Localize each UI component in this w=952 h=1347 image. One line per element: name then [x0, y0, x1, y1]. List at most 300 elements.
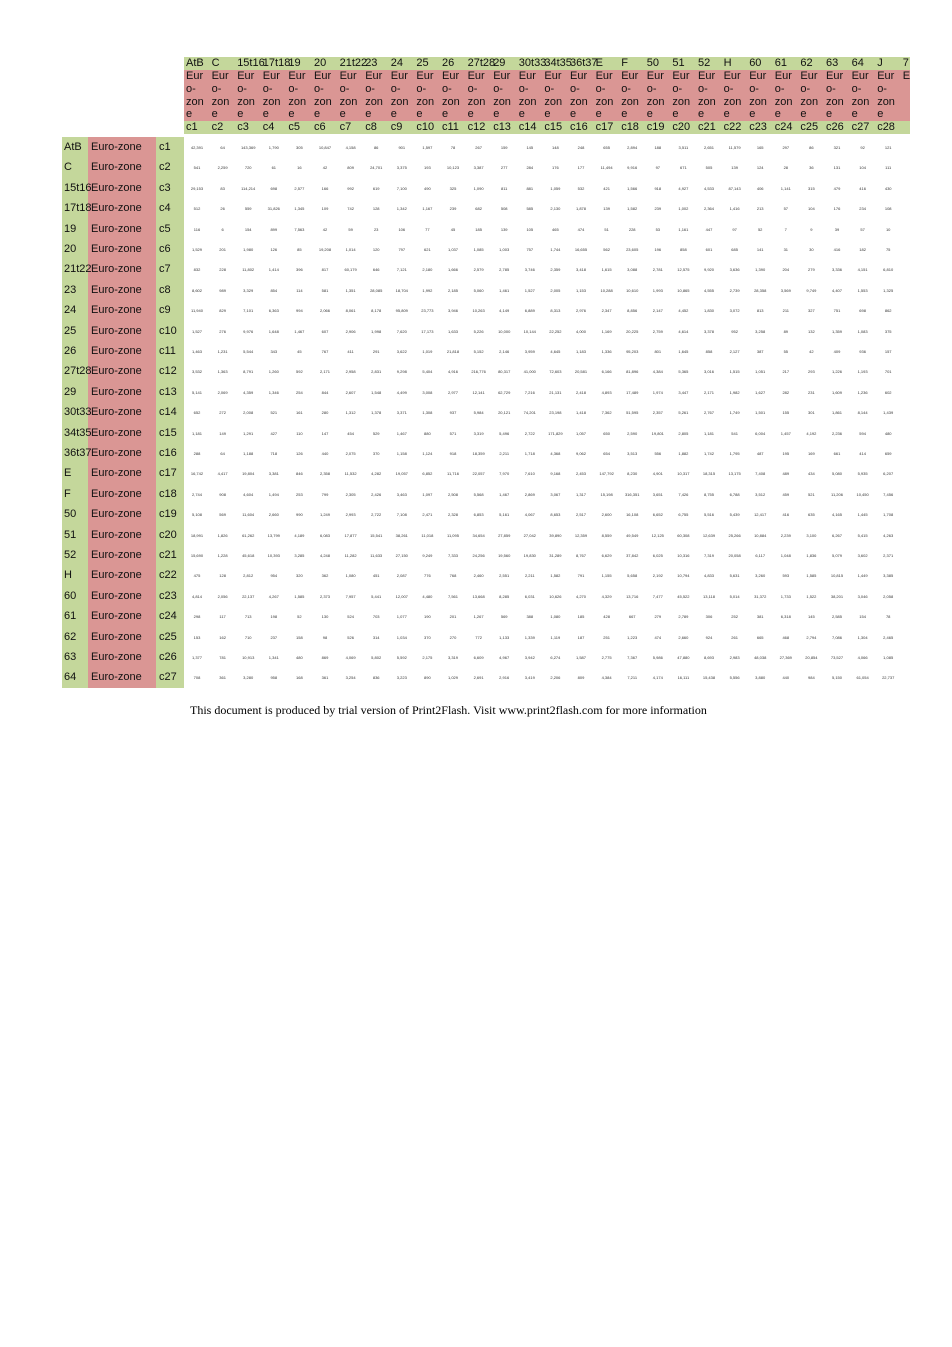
- column-region-line: e: [877, 108, 884, 120]
- column-region-line: e: [493, 108, 500, 120]
- table-cell: 1,003: [499, 247, 510, 252]
- table-cell: 126: [270, 247, 278, 252]
- table-cell: 37,842: [626, 553, 639, 558]
- table-cell: 858: [680, 247, 687, 252]
- table-cell: 7: [784, 226, 787, 232]
- table-cell: 52: [297, 614, 302, 620]
- column-region-line: zon: [314, 96, 332, 108]
- table-cell: 5,516: [703, 512, 714, 518]
- column-region-line: e: [851, 108, 858, 120]
- row-id: c20: [159, 528, 177, 541]
- column-id: c6: [314, 121, 326, 133]
- table-cell: 1,308: [422, 410, 433, 416]
- table-cell: 201: [449, 614, 457, 620]
- column-region-line: Eur: [774, 70, 792, 82]
- table-cell: 8,559: [601, 532, 612, 538]
- table-cell: 1,019: [422, 349, 433, 354]
- table-cell: 881: [526, 185, 534, 191]
- table-cell: 1,582: [627, 206, 638, 212]
- table-cell: 1,494: [268, 491, 279, 497]
- table-cell: 57: [783, 206, 789, 212]
- table-cell: 1,982: [729, 389, 740, 395]
- table-cell: 1,167: [422, 206, 433, 212]
- table-cell: 1,744: [550, 247, 561, 252]
- column-region-line: e: [621, 108, 628, 120]
- table-cell: 4,417: [217, 471, 228, 477]
- table-cell: 3,016: [703, 369, 714, 375]
- column-region-line: o-: [570, 83, 580, 95]
- table-cell: 10,610: [626, 287, 639, 293]
- table-cell: 2,977: [447, 389, 458, 395]
- table-cell: 4,149: [499, 308, 510, 314]
- table-cell: 7,426: [678, 491, 689, 497]
- table-cell: 60,179: [344, 267, 357, 273]
- table-cell: 1,169: [601, 328, 612, 334]
- column-region-line: zon: [339, 96, 358, 108]
- table-cell: 120: [372, 247, 380, 252]
- table-cell: 2,206: [550, 675, 561, 681]
- table-cell: 992: [347, 185, 354, 191]
- table-cell: 2,371: [883, 553, 894, 558]
- table-cell: 2,171: [703, 389, 714, 395]
- row-code: 60: [64, 589, 77, 602]
- table-cell: 2,180: [422, 267, 433, 273]
- column-header: [210, 57, 236, 134]
- column-code: 50: [646, 57, 660, 69]
- table-cell: 1,133: [499, 634, 510, 640]
- column-region-line: o-: [288, 83, 299, 95]
- table-cell: 1,445: [857, 512, 868, 518]
- table-cell: 468: [782, 634, 790, 640]
- table-cell: 104: [808, 206, 815, 212]
- table-cell: 1,378: [371, 410, 382, 416]
- table-cell: 901: [398, 145, 406, 150]
- table-cell: 718: [270, 451, 278, 456]
- table-cell: 15,438: [702, 675, 716, 681]
- table-cell: 23,605: [626, 247, 639, 252]
- column-id: c18: [621, 121, 639, 133]
- table-cell: 6,318: [780, 614, 791, 620]
- table-cell: 114: [296, 287, 303, 293]
- table-cell: 4,967: [499, 655, 510, 660]
- table-cell: 42: [809, 349, 814, 354]
- table-cell: 532: [577, 185, 585, 191]
- table-cell: 1,790: [268, 145, 279, 150]
- table-cell: 7,970: [499, 471, 510, 477]
- table-cell: 11,494: [600, 165, 613, 171]
- table-cell: 1,325: [883, 287, 894, 293]
- column-region-line: zon: [518, 96, 537, 108]
- table-cell: 10,626: [549, 593, 562, 599]
- table-cell: 198: [270, 614, 278, 620]
- column-region-line: Eur: [851, 70, 869, 82]
- column-region-line: e: [544, 108, 551, 120]
- table-cell: 42,391: [190, 145, 204, 150]
- table-cell: 720: [244, 165, 252, 171]
- column-id: c24: [774, 121, 793, 133]
- table-cell: 165: [756, 145, 764, 150]
- table-cell: 161: [296, 410, 303, 416]
- table-cell: 2,831: [371, 369, 382, 375]
- row-id: c6: [159, 243, 171, 255]
- table-cell: 3,046: [857, 593, 868, 599]
- column-region-line: o-: [595, 83, 606, 95]
- table-cell: 8,693: [703, 655, 714, 660]
- table-cell: 237: [270, 634, 278, 640]
- column-header: [747, 57, 773, 134]
- table-cell: 19,804: [242, 471, 255, 477]
- table-cell: 416: [833, 247, 841, 252]
- column-code: 63: [826, 57, 839, 69]
- column-header: [184, 57, 210, 134]
- table-cell: 12,007: [395, 593, 408, 599]
- column-region-line: zon: [493, 96, 511, 108]
- table-cell: 49,549: [626, 532, 639, 538]
- table-cell: 3,088: [627, 267, 638, 273]
- table-cell: 1,359: [831, 328, 842, 334]
- row-code: 50: [64, 508, 77, 521]
- table-cell: 1,666: [447, 267, 458, 273]
- column-region-line: Eur: [365, 70, 383, 82]
- table-cell: 201: [219, 247, 226, 252]
- row-region: Euro-zone: [91, 630, 142, 643]
- table-cell: 6,117: [755, 553, 766, 558]
- table-cell: 607: [321, 328, 329, 334]
- table-cell: 710: [244, 634, 252, 640]
- table-cell: 3,319: [447, 655, 458, 660]
- table-cell: 3,602: [857, 553, 868, 558]
- table-cell: 2,418: [575, 389, 586, 395]
- table-cell: 1,059: [550, 185, 561, 191]
- table-cell: 1,742: [703, 451, 714, 456]
- table-cell: 1,363: [217, 369, 228, 375]
- column-region-line: o-: [339, 83, 350, 95]
- row-id: c14: [159, 406, 177, 419]
- table-cell: 320: [296, 573, 303, 579]
- column-region-line: o-: [774, 83, 785, 95]
- table-cell: 768: [449, 573, 457, 579]
- table-cell: 24,256: [472, 553, 485, 558]
- column-id: c25: [800, 121, 819, 133]
- column-region-line: zon: [851, 96, 870, 108]
- table-cell: 3,067: [550, 491, 561, 497]
- table-cell: 187: [577, 634, 585, 640]
- table-cell: 2,551: [499, 573, 510, 579]
- table-cell: 148: [552, 145, 559, 150]
- column-id: c10: [416, 121, 435, 133]
- table-cell: 409: [833, 349, 841, 354]
- table-cell: 1,645: [678, 349, 689, 354]
- row-region: Euro-zone: [91, 651, 142, 663]
- table-cell: 10,144: [523, 328, 536, 334]
- table-cell: 5,984: [473, 410, 484, 416]
- column-id: c13: [493, 121, 511, 133]
- table-cell: 593: [782, 573, 790, 579]
- table-cell: 8,178: [371, 308, 382, 314]
- table-cell: 3,223: [396, 675, 407, 681]
- table-cell: 594: [859, 430, 866, 436]
- table-cell: 2,364: [703, 206, 714, 212]
- table-cell: 48,038: [754, 655, 767, 660]
- table-cell: 918: [654, 185, 662, 191]
- table-cell: 571: [449, 430, 457, 436]
- table-cell: 3,329: [243, 287, 254, 293]
- table-cell: 581: [321, 287, 329, 293]
- row-region: Euro-zone: [91, 426, 142, 439]
- table-cell: 1,085: [473, 247, 484, 252]
- table-cell: 78: [885, 614, 891, 620]
- table-cell: 23,773: [421, 308, 434, 314]
- table-cell: 5,556: [729, 675, 740, 681]
- table-cell: 541: [731, 430, 738, 436]
- table-cell: 291: [372, 349, 380, 354]
- column-region-line: o-: [211, 83, 222, 95]
- table-cell: 1,553: [857, 287, 868, 293]
- column-region-line: e: [442, 108, 449, 120]
- table-cell: 1,181: [191, 430, 202, 436]
- table-cell: 28: [783, 165, 789, 171]
- table-cell: 489: [782, 471, 790, 477]
- table-cell: 121: [884, 145, 892, 150]
- table-cell: 18,991: [190, 532, 204, 538]
- column-code: 61: [774, 57, 788, 69]
- table-cell: 708: [193, 675, 201, 681]
- table-cell: 2,130: [550, 206, 561, 212]
- table-cell: 15,541: [370, 532, 383, 538]
- table-cell: 1,249: [319, 512, 330, 518]
- table-cell: 362: [321, 573, 329, 579]
- table-cell: 3,385: [883, 573, 894, 579]
- column-code: 34t35: [544, 57, 572, 69]
- table-cell: 190: [424, 614, 431, 620]
- table-cell: 899: [270, 226, 278, 232]
- table-cell: 4,645: [550, 349, 561, 354]
- table-cell: 12,639: [702, 532, 716, 538]
- table-cell: 924: [705, 634, 713, 640]
- table-cell: 213: [756, 206, 764, 212]
- column-code: 29: [493, 57, 506, 69]
- table-cell: 26: [220, 206, 225, 212]
- table-cell: 10,288: [600, 287, 613, 293]
- table-cell: 20,225: [626, 328, 639, 334]
- table-cell: 2,471: [422, 512, 433, 518]
- column-code: 7: [902, 57, 909, 69]
- table-cell: 3,371: [396, 410, 407, 416]
- table-cell: 116: [193, 226, 201, 232]
- table-cell: 370: [424, 634, 431, 640]
- column-region-line: o-: [467, 83, 478, 95]
- row-region: Euro-zone: [91, 161, 142, 174]
- column-code: 23: [365, 57, 378, 69]
- table-cell: 4,916: [447, 369, 458, 375]
- table-cell: 5,658: [627, 573, 638, 579]
- table-cell: 2,465: [883, 634, 894, 640]
- row-id: c16: [159, 447, 177, 459]
- table-cell: 416: [782, 512, 790, 518]
- table-cell: 19,560: [498, 553, 511, 558]
- column-id: c28: [877, 121, 895, 133]
- row-id: c9: [159, 304, 171, 317]
- table-cell: 10,316: [677, 553, 690, 558]
- table-cell: 361: [219, 675, 226, 681]
- table-cell: 5,161: [499, 512, 510, 518]
- column-code: 62: [800, 57, 813, 69]
- table-cell: 11,282: [344, 553, 357, 558]
- table-cell: 10,450: [856, 491, 869, 497]
- table-cell: 954: [270, 573, 278, 579]
- table-cell: 8,755: [703, 491, 714, 497]
- column-header: [722, 57, 748, 134]
- table-cell: 7,563: [294, 226, 305, 232]
- table-cell: 20,854: [805, 655, 818, 660]
- table-cell: 117: [219, 614, 226, 620]
- table-cell: 176: [552, 165, 559, 171]
- table-cell: 53: [655, 226, 661, 232]
- table-cell: 4,407: [831, 287, 842, 293]
- table-cell: 132: [808, 328, 815, 334]
- table-cell: 16: [297, 165, 302, 171]
- table-cell: 11,940: [191, 308, 203, 314]
- table-cell: 267: [475, 145, 482, 150]
- row-code: H: [64, 569, 72, 582]
- row-code: 19: [64, 222, 77, 235]
- table-cell: 7,408: [755, 471, 766, 477]
- row-region: Euro-zone: [91, 181, 142, 194]
- table-cell: 61: [271, 165, 277, 171]
- table-cell: 27,859: [498, 532, 511, 538]
- table-cell: 12,417: [754, 512, 767, 518]
- table-cell: 10,263: [472, 308, 485, 314]
- column-region-line: Eur: [595, 70, 613, 82]
- table-cell: 7,121: [396, 267, 407, 273]
- column-region-line: o-: [621, 83, 631, 95]
- row-id: c19: [159, 508, 177, 521]
- row-code: 30t33: [64, 406, 92, 419]
- table-cell: 3,387: [473, 165, 484, 171]
- table-cell: 2,812: [243, 573, 254, 579]
- table-cell: 776: [424, 573, 431, 579]
- table-cell: 239: [654, 206, 662, 212]
- table-cell: 2,739: [729, 287, 740, 293]
- table-cell: 216,776: [471, 369, 486, 375]
- row-id: c10: [159, 324, 177, 337]
- row-code: 24: [64, 304, 77, 317]
- table-cell: 4,893: [601, 389, 612, 395]
- table-cell: 64: [220, 145, 225, 150]
- column-header: [363, 57, 389, 134]
- table-cell: 4,189: [294, 532, 305, 538]
- table-cell: 5,986: [652, 655, 663, 660]
- column-region-line: Eur: [570, 70, 588, 82]
- table-cell: 155: [782, 410, 790, 416]
- column-region-line: Eur: [467, 70, 485, 82]
- table-cell: 1,317: [575, 491, 586, 497]
- table-cell: 11,604: [242, 512, 255, 518]
- table-cell: 8,602: [191, 287, 202, 293]
- table-cell: 61,262: [242, 532, 255, 538]
- column-header: [824, 57, 850, 134]
- table-cell: 83: [220, 185, 225, 191]
- table-cell: 2,192: [652, 573, 663, 579]
- table-cell: 145: [526, 145, 534, 150]
- column-header: [645, 57, 671, 134]
- table-cell: 3,008: [422, 389, 433, 395]
- column-region-line: zon: [262, 96, 281, 108]
- column-region-line: Eur: [262, 70, 280, 82]
- table-cell: 937: [449, 410, 457, 416]
- table-cell: 325: [449, 185, 457, 191]
- column-region-line: o-: [493, 83, 503, 95]
- table-cell: 5,415: [857, 532, 868, 538]
- table-cell: 862: [884, 308, 892, 314]
- table-cell: 95,203: [626, 349, 639, 354]
- table-cell: 305: [296, 145, 303, 150]
- table-cell: 396: [296, 267, 303, 273]
- table-cell: 2,373: [319, 593, 330, 599]
- table-cell: 45,522: [677, 593, 690, 599]
- table-cell: 19,057: [395, 471, 408, 477]
- column-header: [440, 57, 466, 134]
- column-region-line: e: [262, 108, 269, 120]
- column-region-line: o-: [672, 83, 683, 95]
- table-cell: 479: [833, 185, 841, 191]
- table-cell: 1,749: [729, 410, 740, 416]
- table-cell: 5,079: [831, 553, 842, 558]
- table-cell: 1,522: [806, 593, 817, 599]
- table-cell: 177: [577, 165, 585, 171]
- table-cell: 228: [628, 226, 636, 232]
- table-cell: 858: [705, 349, 713, 354]
- table-cell: 253: [296, 491, 303, 497]
- table-cell: 2,517: [575, 512, 586, 518]
- table-cell: 1,501: [755, 410, 766, 416]
- table-cell: 5,439: [729, 512, 740, 518]
- table-cell: 5,226: [473, 328, 484, 334]
- table-cell: 1,080: [550, 614, 561, 620]
- column-id: c22: [723, 121, 742, 133]
- table-cell: 2,056: [217, 593, 228, 599]
- table-cell: 315: [808, 185, 815, 191]
- table-cell: 1,228: [217, 553, 228, 558]
- table-cell: 279: [654, 614, 662, 620]
- table-cell: 797: [398, 247, 406, 252]
- table-cell: 2,357: [652, 410, 663, 416]
- table-cell: 4,267: [268, 593, 279, 599]
- table-cell: 1,097: [422, 491, 433, 497]
- table-cell: 6,363: [268, 308, 279, 314]
- table-cell: 2,460: [473, 573, 484, 579]
- column-id: c14: [518, 121, 537, 133]
- table-cell: 811: [500, 185, 508, 191]
- table-cell: 11,802: [242, 267, 255, 273]
- table-cell: 474: [577, 226, 585, 232]
- table-cell: 5,080: [831, 471, 842, 477]
- table-cell: 195: [782, 451, 790, 456]
- table-cell: 105: [526, 226, 534, 232]
- table-cell: 2,744: [191, 491, 202, 497]
- table-cell: 529: [372, 430, 380, 436]
- table-cell: 791: [577, 573, 585, 579]
- column-region-line: Eur: [442, 70, 460, 82]
- table-cell: 4,192: [806, 430, 817, 436]
- column-region-line: o-: [723, 83, 734, 95]
- table-cell: 5,441: [371, 593, 382, 599]
- table-cell: 994: [296, 308, 303, 314]
- table-cell: 27,042: [523, 532, 536, 538]
- table-cell: 2,759: [652, 328, 663, 334]
- table-cell: 3,569: [780, 287, 791, 293]
- table-cell: 427: [270, 430, 278, 436]
